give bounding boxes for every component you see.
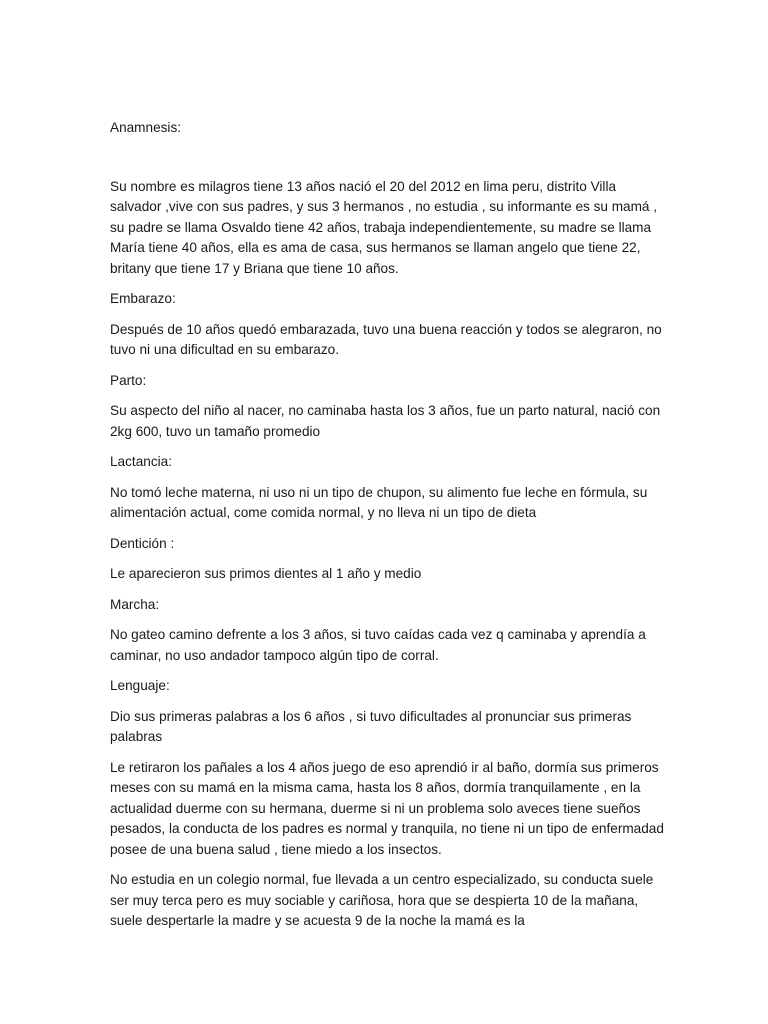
- paragraph-identification: Su nombre es milagros tiene 13 años nació el 20 del 2012 en lima peru, distrito Villa salvador ,vive con sus padres, y sus 3 hermanos , no estudia , su informante es su mamá , su padre se llama Osvaldo tiene 42 años, trabaja independientemente, su madre se llama María tiene 40 años, ella es ama de casa, sus hermanos se llaman angelo que tiene 22, britany que tiene 17 y Briana que tiene 10 años.: [110, 178, 658, 276]
- paragraph-habitos: Le retiraron los pañales a los 4 años juego de eso aprendió ir al baño, dormía sus primeros meses con su mamá en la misma cama, hasta los 8 años, dormía tranquilamente , en la actualidad duerme con su hermana, duerme si ni un problema solo aveces tiene sueños pesados, la conducta de los padres es normal y tranquila, no tiene ni un tipo de enfermadad posee de una buena salud , tiene miedo a los insectos.: [110, 759, 664, 857]
- document-title: Anamnesis:: [110, 120, 182, 135]
- paragraph-lenguaje: Dio sus primeras palabras a los 6 años , si tuvo dificultades al pronunciar sus primeras palabras: [110, 708, 632, 744]
- section-heading-embarazo: Embarazo:: [110, 291, 176, 306]
- paragraph-marcha: No gateo camino defrente a los 3 años, si tuvo caídas cada vez q caminaba y aprendía a caminar, no uso andador tampoco algún tipo de corral.: [110, 627, 646, 663]
- paragraph-escolaridad: No estudia en un colegio normal, fue llevada a un centro especializado, su conducta suele ser muy terca pero es muy sociable y cariñosa, hora que se despierta 10 de la mañana, suele despertarle la madre y se acuesta 9 de la noche la mamá es la: [110, 872, 654, 928]
- paragraph-embarazo: Después de 10 años quedó embarazada, tuvo una buena reacción y todos se alegraron, no tuvo ni una dificultad en su embarazo.: [110, 321, 662, 357]
- section-heading-lenguaje: Lenguaje:: [110, 678, 170, 693]
- section-heading-denticion: Dentición :: [110, 535, 175, 551]
- paragraph-parto: Su aspecto del niño al nacer, no caminaba hasta los 3 años, fue un parto natural, nació con 2kg 600, tuvo un tamaño promedio: [110, 403, 661, 439]
- section-heading-marcha: Marcha:: [110, 596, 160, 612]
- document-body: [110, 118, 666, 942]
- section-heading-parto: Parto:: [110, 372, 147, 388]
- section-heading-lactancia: Lactancia:: [110, 454, 172, 469]
- paragraph-lactancia: No tomó leche materna, ni uso ni un tipo de chupon, su alimento fue leche en fórmula, su alimentación actual, come comida normal, y no lleva ni un tipo de dieta: [110, 484, 648, 520]
- paragraph-denticion: Le aparecieron sus primos dientes al 1 año y medio: [110, 566, 422, 581]
